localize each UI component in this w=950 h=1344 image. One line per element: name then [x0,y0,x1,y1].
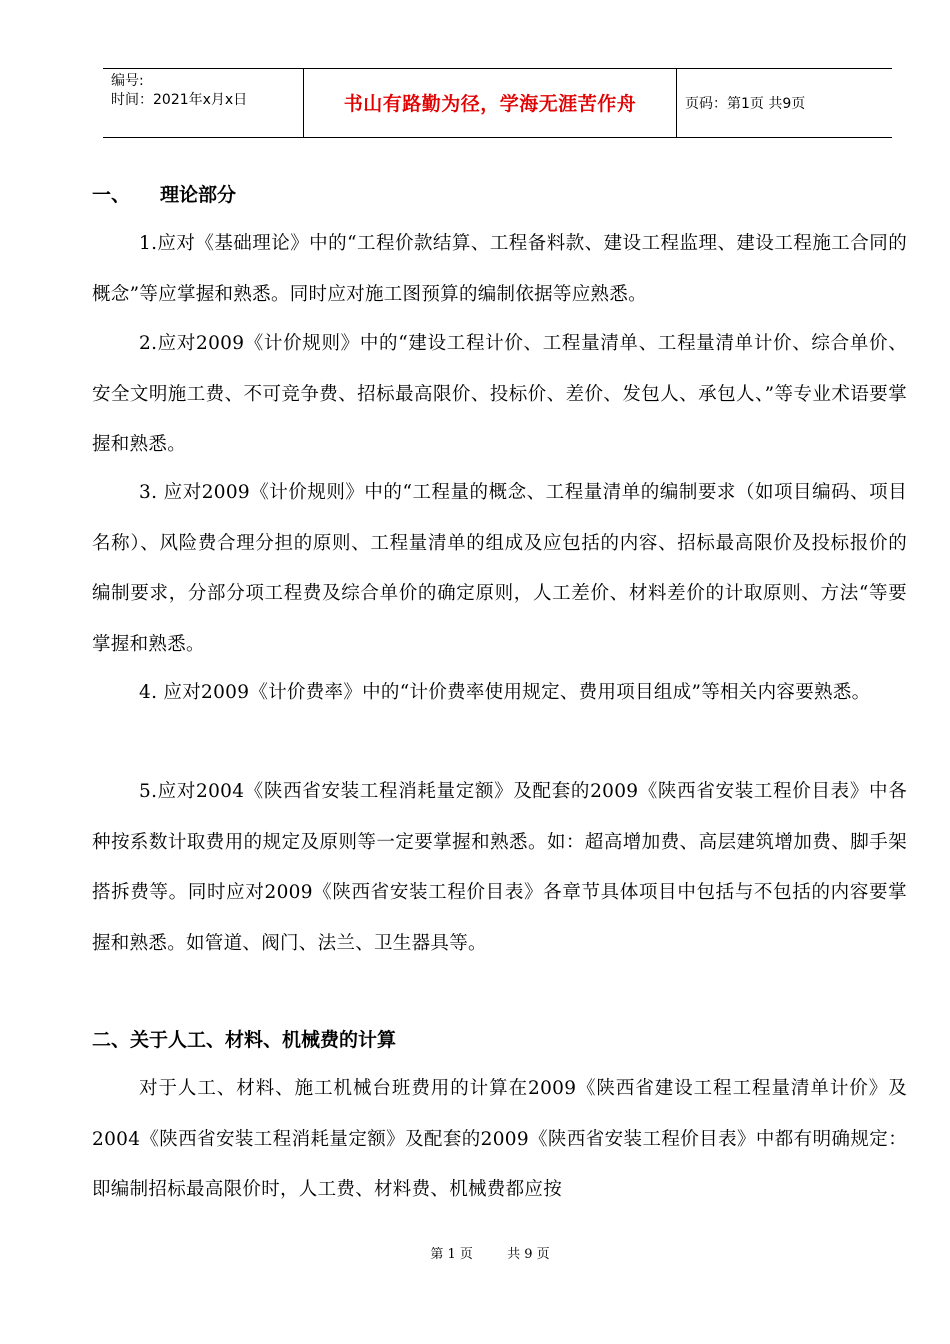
section1-number: 一、 [92,184,131,206]
section1-item-1: 1.应对《基础理论》中的“工程价款结算、工程备料款、建设工程监理、建设工程施工合同的概念”等应掌握和熟悉。同时应对施工图预算的编制依据等应熟悉。 [92,233,907,305]
section2-title: 二、关于人工、材料、机械费的计算 [92,1029,397,1051]
header-page-cell [677,69,892,137]
doc-time-label: 时间：2021年x月x日 [111,92,248,108]
footer-page-total: 共 9 页 [507,1247,550,1262]
section1-item-3: 3. 应对2009《计价规则》中的“工程量的概念、工程量清单的编制要求（如项目编码、项目名称）、风险费合理分担的原则、工程量清单的组成及应包括的内容、招标最高限价及投标报价的编制要求，分部分项工程费及综合单价的确定原则，人工差价、材料差价的计取原则、方法“等要掌握和熟悉。 [92,482,907,655]
header-motto: 书山有路勤为径，学海无涯苦作舟 [343,93,637,115]
section1-title: 理论部分 [160,184,237,206]
header-table [103,68,892,138]
page-footer [0,1246,950,1264]
header-page-info: 页码：第1页 共9页 [685,96,806,112]
doc-number-label: 编号: [111,73,144,89]
section1-item-5: 5.应对2004《陕西省安装工程消耗量定额》及配套的2009《陕西省安装工程价目表》中各种按系数计取费用的规定及原则等一定要掌握和熟悉。如：超高增加费、高层建筑增加费、脚手架搭拆费等。同时应对2009《陕西省安装工程价目表》各章节具体项目中包括与不包括的内容要掌握和熟悉。如管道、阀门、法兰、卫生器具等。 [92,781,907,954]
header-motto-cell [304,69,677,137]
section1-item-4: 4. 应对2009《计价费率》中的“计价费率使用规定、费用项目组成”等相关内容要熟悉。 [139,682,871,703]
section2-paragraph: 对于人工、材料、施工机械台班费用的计算在2009《陕西省建设工程工程量清单计价》及2004《陕西省安装工程消耗量定额》及配套的2009《陕西省安装工程价目表》中都有明确规定：即编制招标最高限价时，人工费、材料费、机械费都应按 [92,1078,907,1200]
section1-item-2: 2.应对2009《计价规则》中的“建设工程计价、工程量清单、工程量清单计价、综合单价、安全文明施工费、不可竞争费、招标最高限价、投标价、差价、发包人、承包人、”等专业术语要掌握和熟悉。 [92,333,907,455]
footer-page-current: 第 1 页 [430,1247,473,1262]
header-meta-cell [103,69,304,137]
